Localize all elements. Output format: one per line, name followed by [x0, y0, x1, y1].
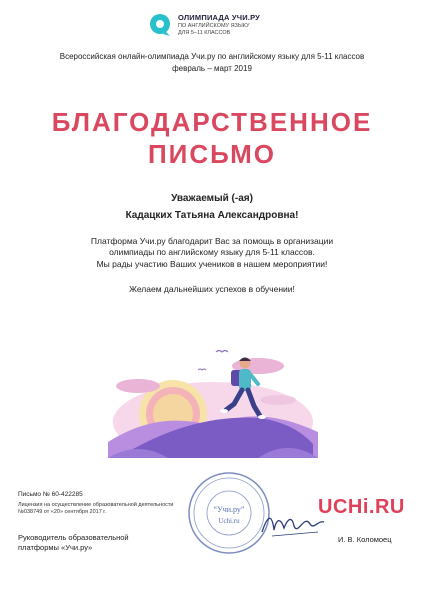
body-line-3: Мы рады участию Ваших учеников в нашем мероприятии! [96, 259, 328, 269]
logo-title: ОЛИМПИАДА УЧИ.РУ [178, 13, 261, 22]
license-info: Лицензия на осуществление образовательной деятельности №038749 от «20» сентября 2017 г. [18, 502, 174, 515]
page-title-line1: БЛАГОДАРСТВЕННОЕ [51, 107, 373, 137]
stamp-text-2: Uchi.ru [218, 517, 240, 525]
body-wish: Желаем дальнейших успехов в обучении! [129, 284, 295, 294]
body-line-1: Платформа Учи.ру благодарит Вас за помощь в организации [90, 236, 334, 246]
olympiad-dates: февраль – март 2019 [172, 64, 252, 73]
olympiad-logo [148, 13, 260, 37]
signer-name: И. В. Коломоец [338, 535, 392, 544]
head-role: Руководитель образовательной платформы «Учи.ру» [18, 533, 129, 552]
logo-sub-line2: ДЛЯ 5–11 КЛАССОВ [178, 30, 231, 36]
logo-sub-line1: ПО АНГЛИЙСКОМУ ЯЗЫКУ [178, 23, 250, 29]
hiker-illustration [108, 322, 318, 458]
stamp-text-1: “Учи.ру” [213, 505, 245, 514]
page-title-line2: ПИСЬМО [147, 139, 277, 169]
greeting: Уважаемый (-ая) [171, 193, 253, 204]
uchi-brand-logo: UCHi.RU [318, 496, 405, 518]
letter-number: Письмо № 60-422285 [18, 491, 83, 498]
olympiad-description: Всероссийская онлайн-олимпиада Учи.ру по английскому языку для 5-11 классов [59, 52, 365, 61]
recipient-name: Кадацких Татьяна Александровна! [125, 210, 299, 221]
body-line-2: олимпиады по английскому языку для 5-11 классов. [109, 247, 315, 257]
olympiad-logo-icon [148, 13, 172, 37]
